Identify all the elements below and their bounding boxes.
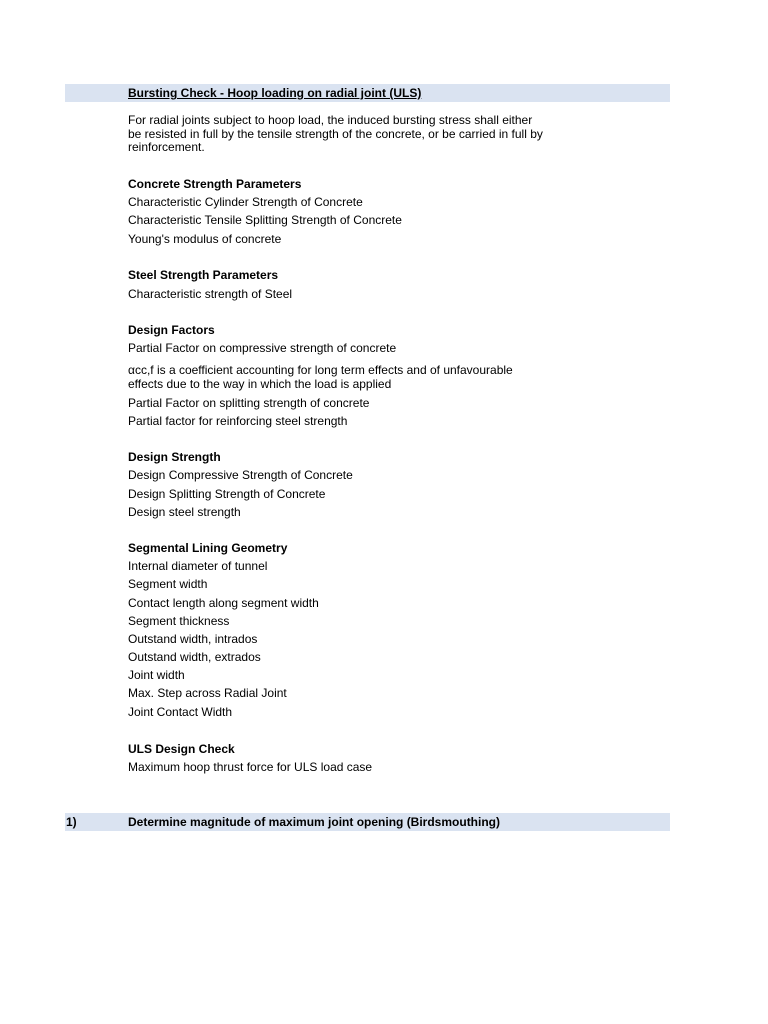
geometry-item: Internal diameter of tunnel bbox=[128, 559, 268, 573]
concrete-item: Young's modulus of concrete bbox=[128, 232, 282, 246]
factor-item-alpha: αcc,f is a coefficient accounting for long term effects and of unfavourable effects due to the way in which the load is applied bbox=[128, 363, 513, 391]
intro-paragraph: For radial joints subject to hoop load, the induced bursting stress shall either be resisted in full by the tensile strength of the concrete, or be carried in full by reinforcement. bbox=[128, 113, 543, 154]
steel-heading: Steel Strength Parameters bbox=[128, 268, 279, 282]
strength-item: Design steel strength bbox=[128, 505, 241, 519]
factor-item: Partial Factor on compressive strength of concrete bbox=[128, 341, 397, 355]
strength-heading: Design Strength bbox=[128, 450, 221, 464]
concrete-item: Characteristic Cylinder Strength of Concrete bbox=[128, 195, 363, 209]
geometry-item: Contact length along segment width bbox=[128, 596, 319, 610]
strength-item: Design Compressive Strength of Concrete bbox=[128, 468, 353, 482]
geometry-item: Max. Step across Radial Joint bbox=[128, 686, 287, 700]
factors-heading: Design Factors bbox=[128, 323, 215, 337]
concrete-item: Characteristic Tensile Splitting Strength of Concrete bbox=[128, 213, 402, 227]
geometry-heading: Segmental Lining Geometry bbox=[128, 541, 288, 555]
step1-number: 1) bbox=[66, 815, 77, 829]
uls-item: Maximum hoop thrust force for ULS load case bbox=[128, 760, 373, 774]
factor-item: Partial Factor on splitting strength of concrete bbox=[128, 396, 370, 410]
strength-item: Design Splitting Strength of Concrete bbox=[128, 487, 326, 501]
geometry-item: Segment thickness bbox=[128, 614, 230, 628]
steel-item: Characteristic strength of Steel bbox=[128, 287, 293, 301]
geometry-item: Joint Contact Width bbox=[128, 705, 233, 719]
geometry-item: Joint width bbox=[128, 668, 185, 682]
uls-heading: ULS Design Check bbox=[128, 742, 235, 756]
concrete-heading: Concrete Strength Parameters bbox=[128, 177, 302, 191]
geometry-item: Outstand width, extrados bbox=[128, 650, 261, 664]
page-title: Bursting Check - Hoop loading on radial joint (ULS) bbox=[128, 86, 422, 100]
factor-item: Partial factor for reinforcing steel strength bbox=[128, 414, 348, 428]
step1-label: Determine magnitude of maximum joint opening (Birdsmouthing) bbox=[128, 815, 501, 829]
geometry-item: Outstand width, intrados bbox=[128, 632, 258, 646]
geometry-item: Segment width bbox=[128, 577, 208, 591]
